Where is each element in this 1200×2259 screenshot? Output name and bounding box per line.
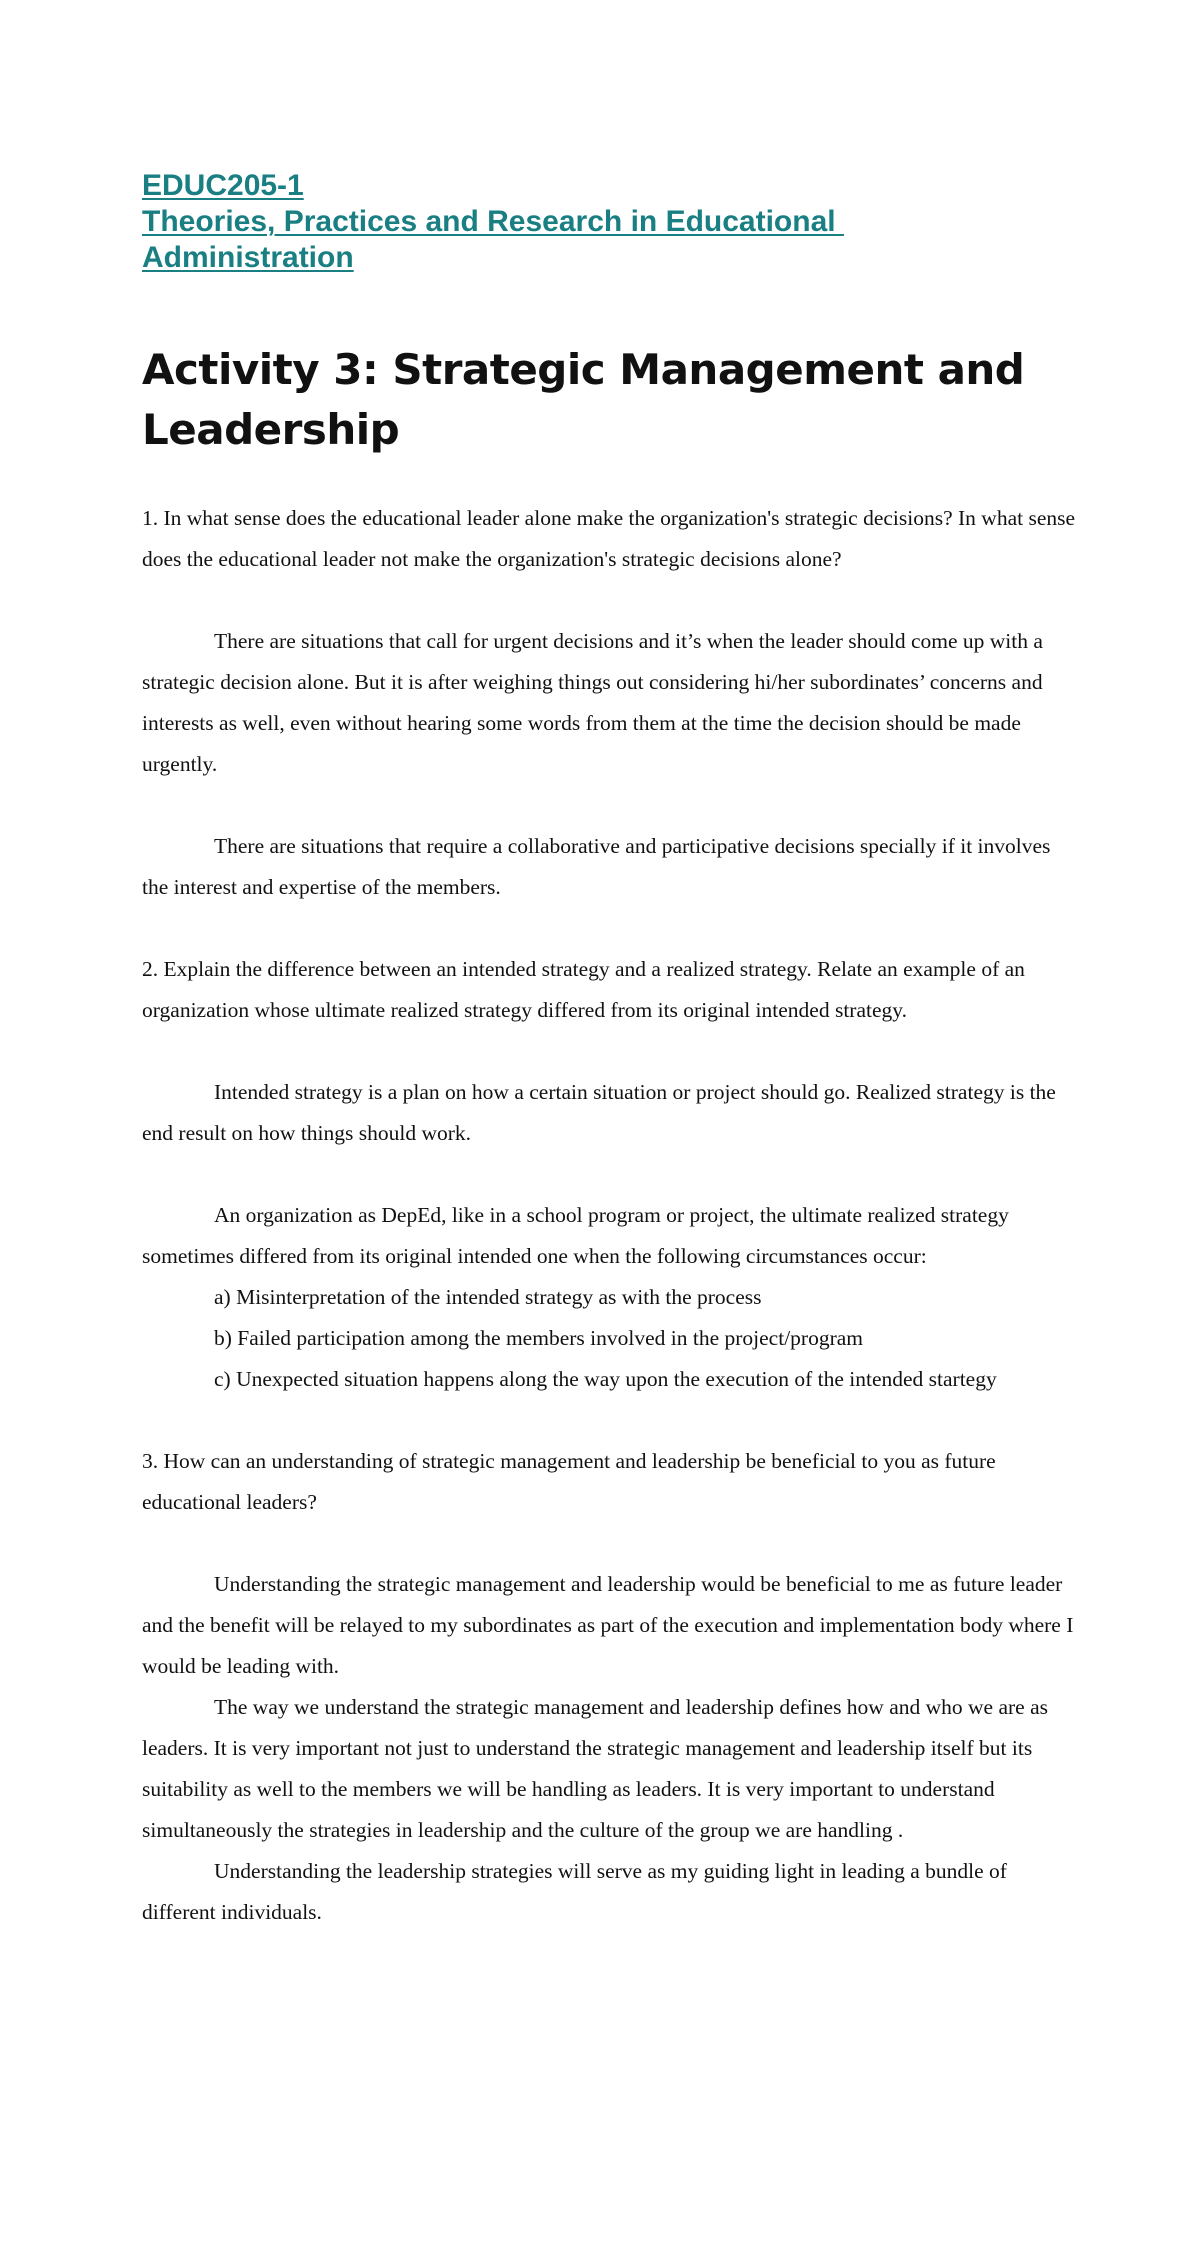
question-1-prompt: 1. In what sense does the educational leader alone make the organization's strategic decisions? In what sense does the educational leader not make the organization's strategic decisions alone? [142,506,1076,571]
question-1-answer-paragraph-2: There are situations that require a collaborative and participative decisions specially if it involves the interest and expertise of the members. [142,834,1051,899]
question-3-answer-paragraph-3: Understanding the leadership strategies will serve as my guiding light in leading a bundle of different individuals. [142,1859,1007,1924]
course-code: EDUC205-1 [142,169,304,202]
question-2-list-item-a: a) Misinterpretation of the intended strategy as with the process [214,1285,762,1309]
question-2-list-item-b: b) Failed participation among the members involved in the project/program [214,1326,863,1350]
activity-title: Activity 3: Strategic Management and Leadership [142,345,1025,454]
course-header [142,168,1082,276]
question-2-list-item-c: c) Unexpected situation happens along the way upon the execution of the intended startegy [214,1367,997,1391]
question-3-prompt: 3. How can an understanding of strategic management and leadership be beneficial to you as future educational leaders? [142,1449,996,1514]
course-title-line-2: Administration [142,241,354,274]
course-title-line-1: Theories, Practices and Research in Educational [142,205,844,238]
question-3-answer-paragraph-2: The way we understand the strategic management and leadership defines how and who we are as leaders. It is very important not just to understand the strategic management and leadership itself but its suitability as well to the members we will be handling as leaders. It is very important to understand simultaneously the strategies in leadership and the culture of the group we are handling . [142,1695,1049,1842]
question-2-answer-paragraph-1: Intended strategy is a plan on how a certain situation or project should go. Realized strategy is the end result on how things should work. [142,1080,1056,1145]
question-2-prompt: 2. Explain the difference between an intended strategy and a realized strategy. Relate an example of an organization whose ultimate realized strategy differed from its original intended strategy. [142,957,1025,1022]
question-3-answer-paragraph-1: Understanding the strategic management and leadership would be beneficial to me as future leader and the benefit will be relayed to my subordinates as part of the execution and implementation body where I would be leading with. [142,1572,1074,1678]
question-2-answer-paragraph-2: An organization as DepEd, like in a school program or project, the ultimate realized strategy sometimes differed from its original intended one when the following circumstances occur: [142,1203,1009,1268]
document-body [142,498,1082,1933]
question-1-answer-paragraph-1: There are situations that call for urgent decisions and it’s when the leader should come up with a strategic decision alone. But it is after weighing things out considering hi/her subordinates’ concerns and interests as well, even without hearing some words from them at the time the decision should be made urgently. [142,629,1043,776]
document-page [142,168,1082,1933]
